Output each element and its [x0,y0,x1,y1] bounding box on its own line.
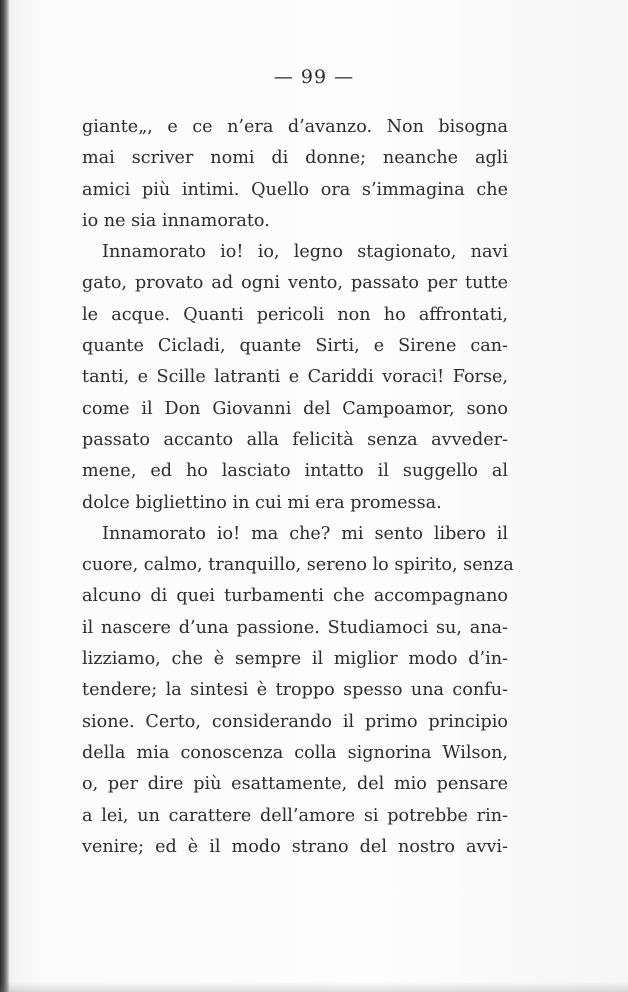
body-text [82,112,514,863]
text-line: venire; ed è il modo strano del nostro avvi- [82,836,508,857]
text-line: passato accanto alla felicità senza avveder- [82,429,508,450]
text-line: il nascere d’una passione. Studiamoci su, ana- [82,617,508,638]
text-line: come il Don Giovanni del Campoamor, sono [82,398,508,419]
text-line: giante„, e ce n’era d’avanzo. Non bisogna [82,117,508,137]
page-number: — 99 — [273,66,355,88]
text-line: amici più intimi. Quello ora s’immagina che [82,179,508,200]
page-bottom-edge [0,982,628,992]
text-line: le acque. Quanti pericoli non ho affrontati, [82,304,508,325]
text-line: Innamorato io! ma che? mi sento libero il [102,523,508,544]
text-line: gato, provato ad ogni vento, passato per tutte [82,273,508,294]
text-line: cuore, calmo, tranquillo, sereno lo spirito, senza [82,555,514,576]
text-line: tanti, e Scille latranti e Cariddi voraci! Forse, [82,367,508,388]
text-line: alcuno di quei turbamenti che accompagnano [82,586,508,607]
text-line: o, per dire più esattamente, del mio pensare [82,774,508,795]
text-line: lizziamo, che è sempre il miglior modo d’in- [82,649,508,670]
text-line: dolce bigliettino in cui mi era promessa. [82,492,442,513]
text-line: Innamorato io! io, legno stagionato, navi [102,242,508,263]
text-line: mene, ed ho lasciato intatto il suggello al [82,461,508,482]
text-line: quante Cicladi, quante Sirti, e Sirene can- [82,336,508,357]
book-spine-shadow [0,0,9,992]
text-line: a lei, un carattere dell’amore si potrebbe rin- [82,805,508,826]
text-line: sione. Certo, considerando il primo principio [82,711,508,732]
text-line: io ne sia innamorato. [82,210,270,231]
text-line: mai scriver nomi di donne; neanche agli [82,148,508,169]
text-line: tendere; la sintesi è troppo spesso una confu- [82,680,508,701]
text-line: della mia conoscenza colla signorina Wilson, [82,742,508,763]
